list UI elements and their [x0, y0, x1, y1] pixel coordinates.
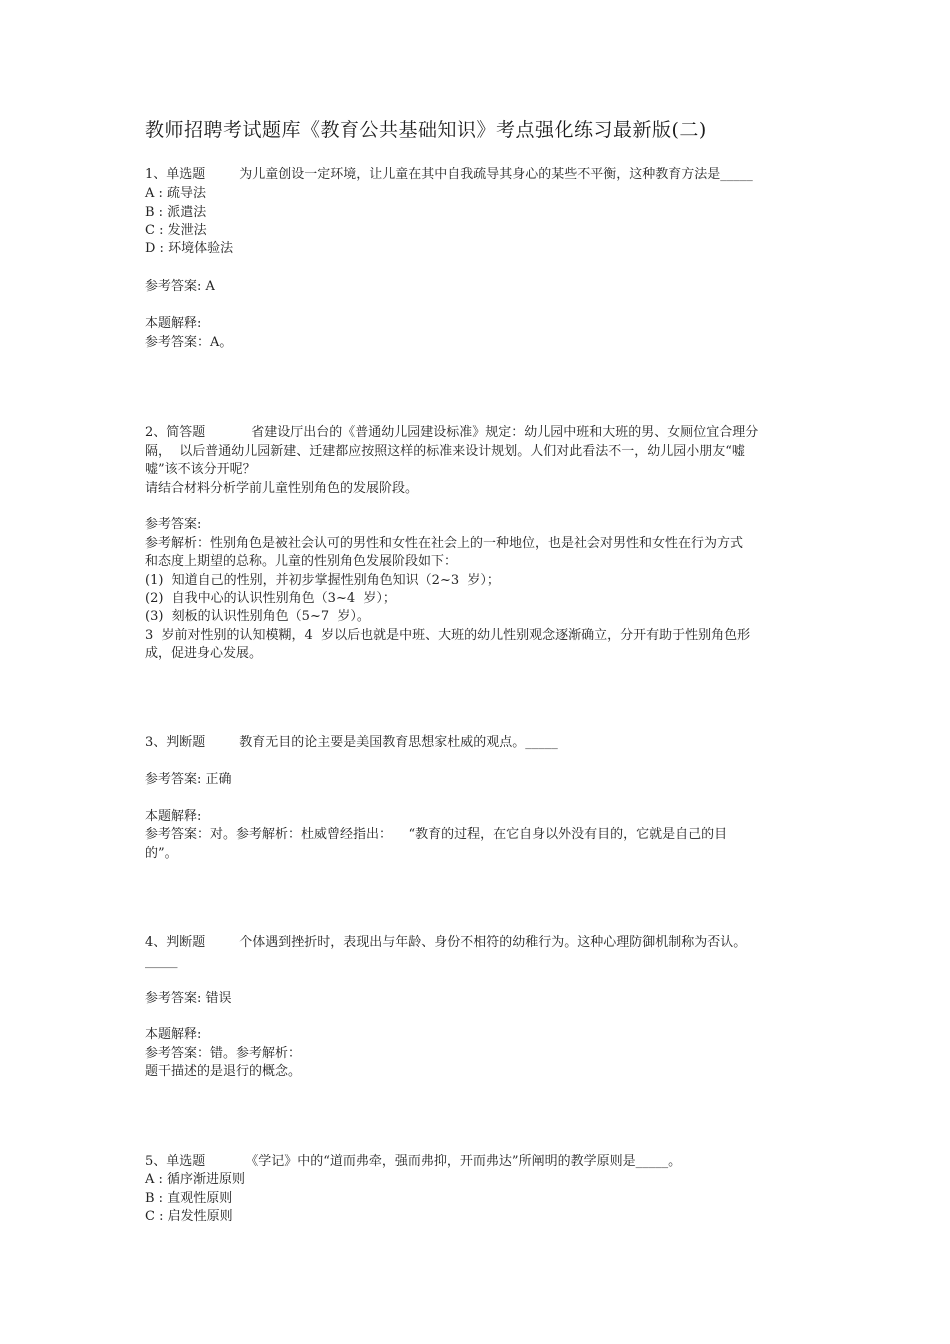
q4-answer: 参考答案: 错误 — [145, 991, 232, 1006]
page-title: 教师招聘考试题库《教育公共基础知识》考点强化练习最新版(二) — [145, 119, 707, 141]
q5-option-a: A : 循序渐进原则 — [145, 1172, 246, 1187]
q2-explain-3: (1) 知道自己的性别，并初步掌握性别角色知识（2~3 岁）； — [145, 573, 500, 588]
q2-answer: 参考答案: — [145, 517, 202, 532]
question-1-type: 1、单选题 — [145, 167, 206, 182]
q2-explain-6: 3 岁前对性别的认知模糊，4 岁以后也就是中班、大班的幼儿性别观念逐渐确立，分开有助于性别角色形 — [145, 628, 751, 643]
question-2-stem-4: 请结合材料分析学前儿童性别角色的发展阶段。 — [145, 481, 419, 496]
q1-option-b: B : 派遣法 — [145, 205, 207, 220]
question-1-stem: 为儿童创设一定环境，让儿童在其中自我疏导其身心的某些不平衡，这种教育方法是_____ — [239, 167, 753, 182]
question-3-stem: 教育无目的论主要是美国教育思想家杜威的观点。_____ — [239, 735, 558, 750]
q3-explain-2: 的”。 — [145, 846, 178, 861]
q2-explain-4: (2) 自我中心的认识性别角色（3~4 岁）； — [145, 591, 396, 606]
question-2-stem-1: 省建设厅出台的《普通幼儿园建设标准》规定：幼儿园中班和大班的男、女厕位宜合理分 — [251, 425, 759, 440]
q4-explain-1: 参考答案：错。参考解析： — [145, 1046, 302, 1061]
q2-explain-2: 和态度上期望的总称。儿童的性别角色发展阶段如下： — [145, 554, 458, 569]
q1-explain-label: 本题解释: — [145, 316, 202, 331]
q3-explain-1: 参考答案：对。参考解析：杜威曾经指出： “教育的过程，在它自身以外没有目的，它就是自己的目 — [145, 827, 728, 842]
question-4-stem: 个体遇到挫折时，表现出与年龄、身份不相符的幼稚行为。这种心理防御机制称为否认。 — [239, 935, 747, 950]
q4-explain-2: 题干描述的是退行的概念。 — [145, 1064, 302, 1079]
q4-explain-label: 本题解释: — [145, 1027, 202, 1042]
question-2-type: 2、简答题 — [145, 425, 206, 440]
question-5-type: 5、单选题 — [145, 1154, 206, 1169]
question-4-line — [145, 934, 746, 952]
q1-explain: 参考答案：A。 — [145, 335, 233, 350]
q5-option-c: C : 启发性原则 — [145, 1209, 233, 1224]
q2-explain-7: 成，促进身心发展。 — [145, 646, 263, 661]
question-4-blank: _____ — [145, 954, 178, 969]
q1-option-d: D : 环境体验法 — [145, 241, 234, 256]
q3-answer: 参考答案: 正确 — [145, 772, 232, 787]
q5-option-b: B : 直观性原则 — [145, 1191, 233, 1206]
question-3-type: 3、判断题 — [145, 735, 206, 750]
q2-explain-1: 参考解析：性别角色是被社会认可的男性和女性在社会上的一种地位，也是社会对男性和女性在行为方式 — [145, 536, 744, 551]
q1-answer: 参考答案: A — [145, 279, 215, 294]
q1-option-c: C : 发泄法 — [145, 223, 207, 238]
question-5-line — [145, 1153, 681, 1171]
question-4-type: 4、判断题 — [145, 935, 206, 950]
question-2-stem-2: 隔， 以后普通幼儿园新建、迁建都应按照这样的标准来设计规划。人们对此看法不一，幼儿园小朋友“嘘 — [145, 444, 745, 459]
question-5-stem: 《学记》中的“道而弗牵，强而弗抑，开而弗达”所阐明的教学原则是_____。 — [245, 1154, 682, 1169]
question-2-stem-3: 嘘”该不该分开呢？ — [145, 462, 256, 477]
q1-option-a: A : 疏导法 — [145, 186, 207, 201]
question-3-line — [145, 734, 558, 752]
q3-explain-label: 本题解释: — [145, 809, 202, 824]
question-2-line — [145, 424, 758, 442]
q2-explain-5: (3) 刻板的认识性别角色（5~7 岁）。 — [145, 609, 370, 624]
question-1-line — [145, 166, 753, 184]
